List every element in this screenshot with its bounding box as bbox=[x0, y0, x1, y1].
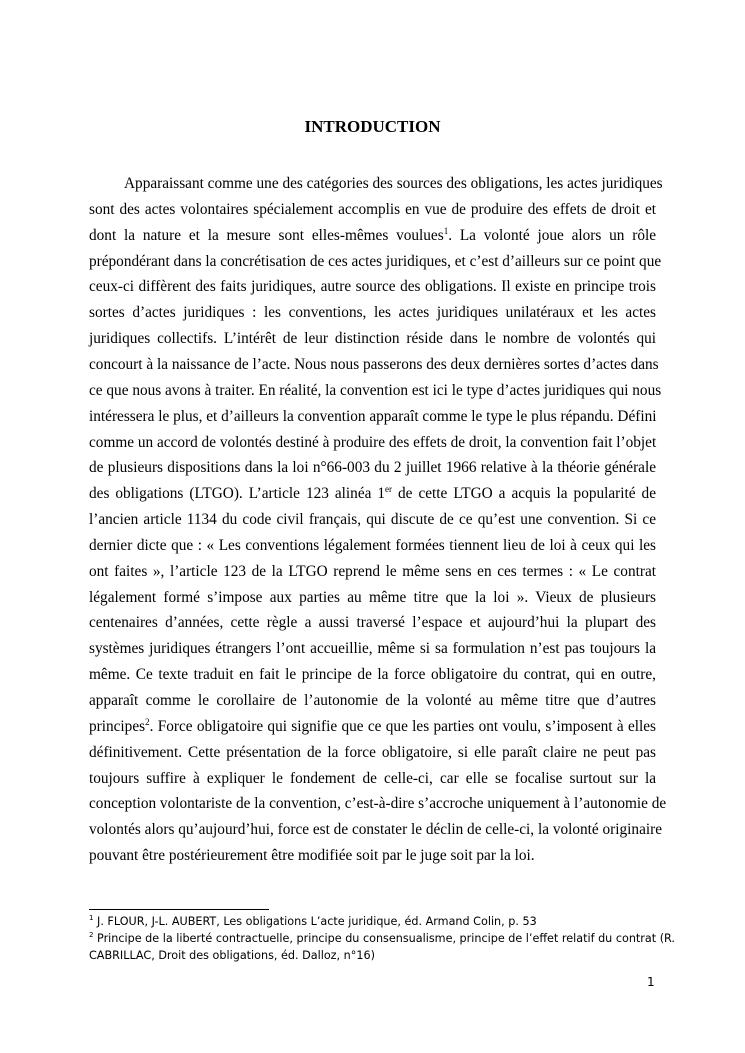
footnote-number: 2 bbox=[89, 931, 94, 939]
footnote-ref: er bbox=[385, 484, 393, 495]
text-span: principes bbox=[89, 717, 146, 735]
text-line bbox=[89, 484, 656, 504]
text-line bbox=[89, 226, 656, 246]
footnote-ref: 1 bbox=[443, 225, 449, 236]
page-number: 1 bbox=[647, 975, 655, 989]
footnote-ref: 2 bbox=[145, 716, 150, 727]
footnote-text: J. FLOUR, J-L. AUBERT, Les obligations L’acte juridique, éd. Armand Colin, p. 53 bbox=[93, 915, 537, 928]
text-line: pouvant être postérieurement être modifiée soit par le juge soit par la loi. bbox=[89, 847, 535, 865]
text-line: prépondérant dans la concrétisation de ces actes juridiques, et c’est d’ailleurs sur ce point que bbox=[89, 252, 662, 270]
text-line: apparaît comme le corollaire de l’autonomie de la volonté au même titre que d’autres bbox=[89, 692, 656, 709]
text-line: juridiques collectifs. L’intérêt de leur distinction réside dans le nombre de volontés qui bbox=[89, 330, 656, 348]
text-span: dont la nature et la mesure sont elles-mêmes voulues bbox=[89, 226, 444, 244]
footnote-line bbox=[89, 949, 669, 963]
footnote-number: 1 bbox=[89, 914, 94, 922]
footnote-text: Principe de la liberté contractuelle, principe du consensualisme, principe de l’effet relatif du contrat (R. bbox=[93, 932, 675, 945]
text-line: volontés alors qu’aujourd’hui, force est de constater le déclin de celle-ci, la volonté originaire bbox=[89, 821, 662, 839]
text-line: ceux-ci diffèrent des faits juridiques, autre source des obligations. Il existe en principe trois bbox=[89, 278, 656, 296]
footnote-separator bbox=[89, 909, 269, 910]
footnote-line bbox=[89, 931, 675, 946]
text-line: Apparaissant comme une des catégories des sources des obligations, les actes juridiques bbox=[124, 175, 663, 192]
text-span: . La volonté joue alors un rôle bbox=[448, 226, 657, 244]
page-title: INTRODUCTION bbox=[304, 117, 441, 136]
text-span: . Force obligatoire qui signifie que ce que les parties ont voulu, s’imposent à elles bbox=[149, 717, 656, 735]
text-line bbox=[89, 717, 656, 737]
text-span: des obligations (LTGO). L’article 123 alinéa 1 bbox=[89, 485, 386, 503]
text-line: conception volontariste de la convention, c’est-à-dire s’accroche uniquement à l’autonomie de bbox=[89, 795, 667, 813]
text-line: de plusieurs dispositions dans la loi n°66-003 du 2 juillet 1966 relative à la théorie générale bbox=[89, 459, 656, 477]
text-line: intéressera le plus, et d’ailleurs la convention apparaît comme le type le plus répandu. Défini bbox=[89, 407, 657, 425]
text-line: comme un accord de volontés destiné à produire des effets de droit, la convention fait l’objet bbox=[89, 433, 657, 451]
text-line: ont faites », l’article 123 de la LTGO reprend le même sens en ces termes : « Le contrat bbox=[89, 562, 656, 580]
text-line: sont des actes volontaires spécialement accomplis en vue de produire des effets de droit et bbox=[89, 200, 656, 218]
text-line: légalement formé s’impose aux parties au même titre que la loi ». Vieux de plusieurs bbox=[89, 588, 656, 606]
text-line: dernier dicte que : « Les conventions légalement formées tiennent lieu de loi à ceux qui les bbox=[89, 536, 656, 554]
text-line: concourt à la naissance de l’acte. Nous nous passerons des deux dernières sortes d’actes dans bbox=[89, 355, 659, 373]
text-line: sortes d’actes juridiques : les conventions, les actes juridiques unilatéraux et les actes bbox=[89, 304, 656, 322]
text-line: systèmes juridiques étrangers l’ont accueillie, même si sa formulation n’est pas toujours la bbox=[89, 640, 656, 658]
text-line: ce que nous avons à traiter. En réalité, la convention est ici le type d’actes juridiques qui nous bbox=[89, 381, 662, 399]
text-line: même. Ce texte traduit en fait le principe de la force obligatoire du contrat, qui en outre, bbox=[89, 666, 656, 684]
text-line: centenaires d’années, cette règle a aussi traversé l’espace et aujourd’hui la plupart des bbox=[89, 614, 656, 632]
text-line: toujours suffire à expliquer le fondement de celle-ci, car elle se focalise surtout sur la bbox=[89, 769, 656, 787]
text-line: définitivement. Cette présentation de la force obligatoire, si elle paraît claire ne peut pas bbox=[89, 743, 656, 761]
text-span: de cette LTGO a acquis la popularité de bbox=[392, 485, 656, 503]
text-line: l’ancien article 1134 du code civil français, qui discute de ce qu’est une convention. Si ce bbox=[89, 511, 656, 529]
footnote-line bbox=[89, 915, 669, 929]
footnote-text: CABRILLAC, Droit des obligations, éd. Dalloz, n°16) bbox=[89, 949, 375, 962]
